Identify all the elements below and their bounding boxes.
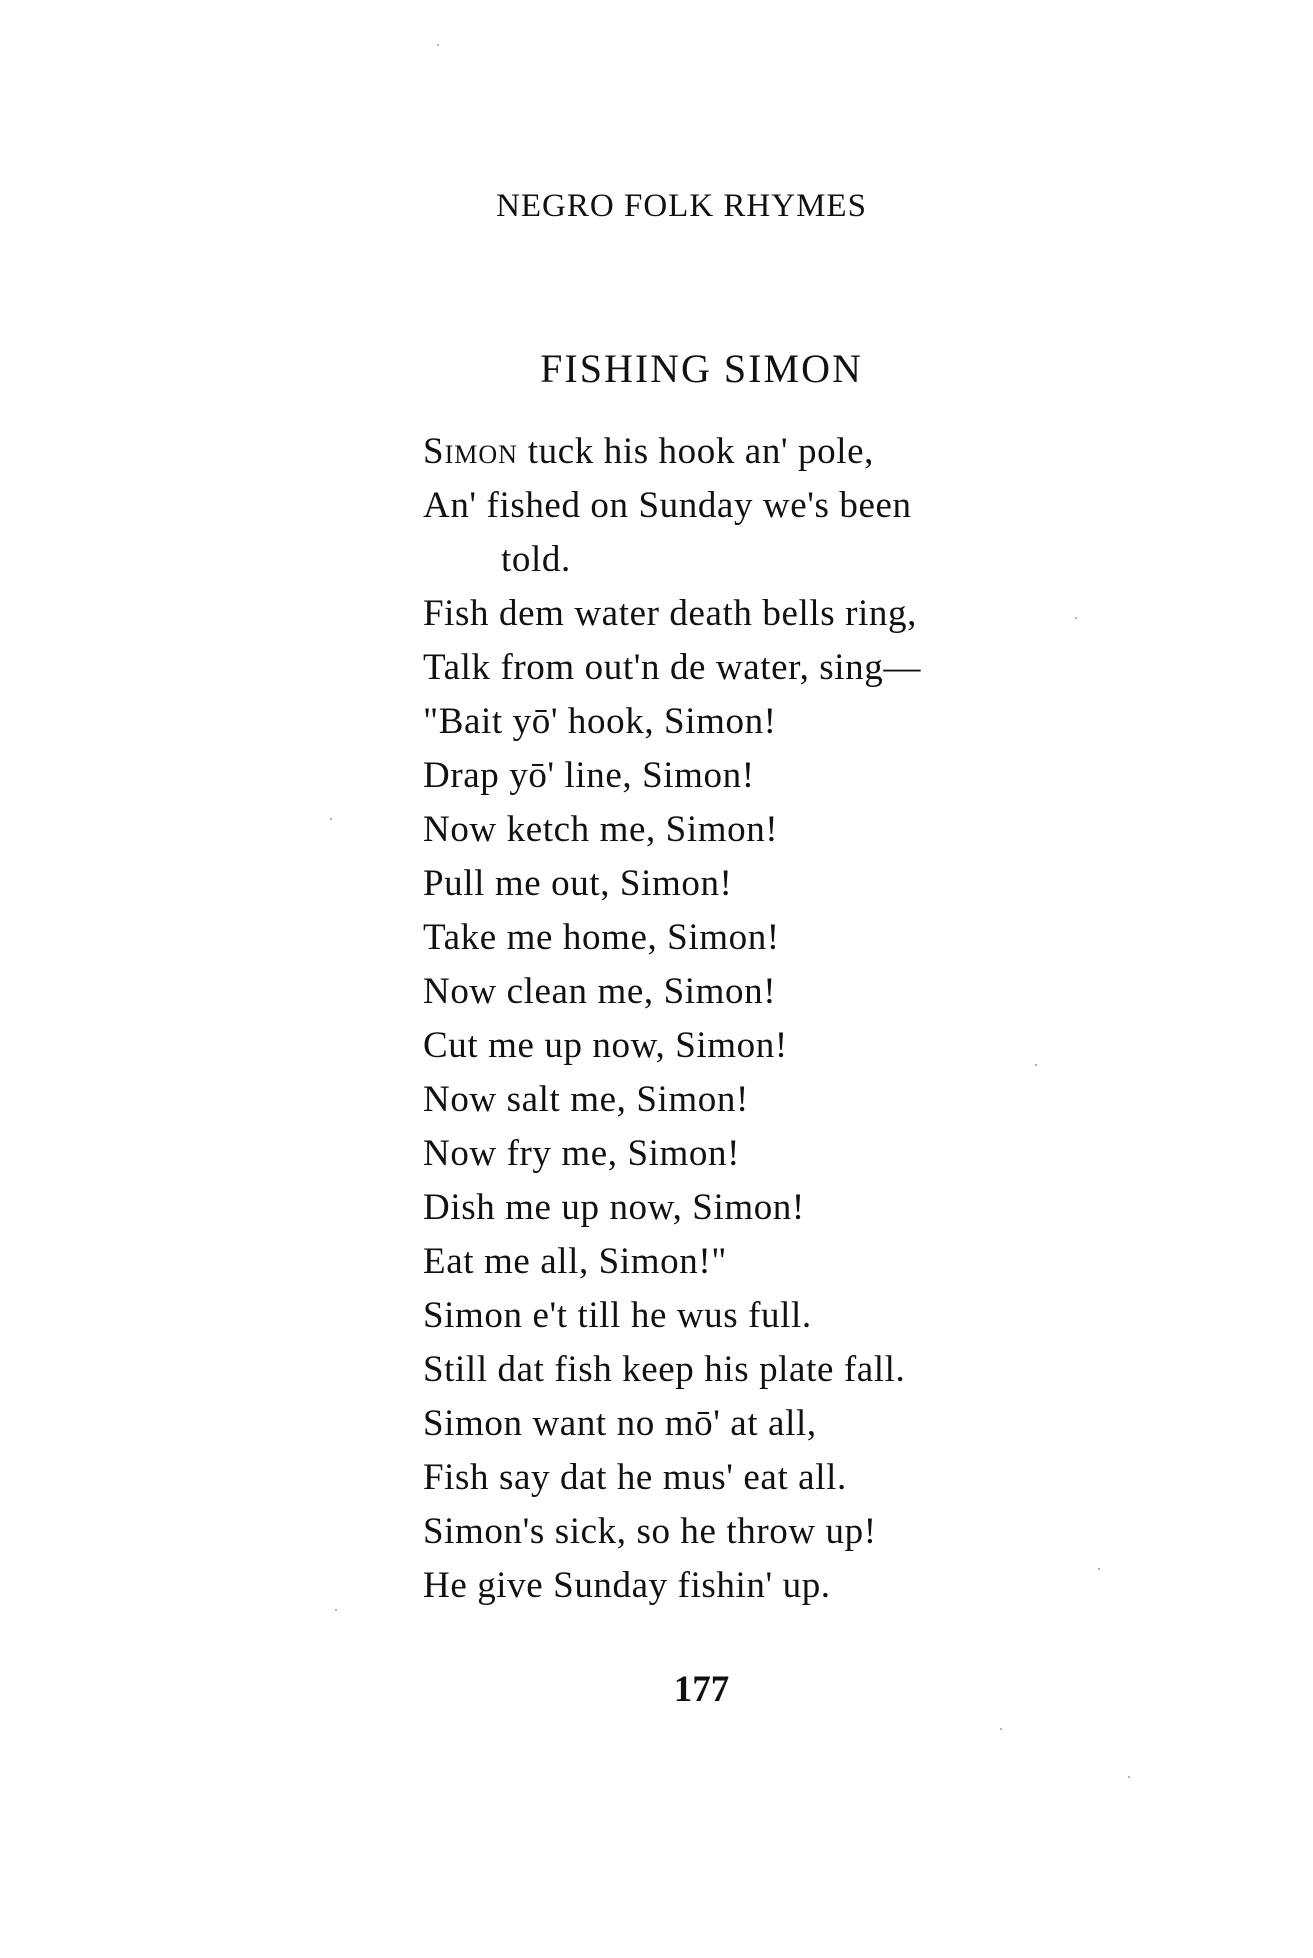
poem-line: Now ketch me, Simon! (423, 809, 779, 850)
poem-line: Fish dem water death bells ring, (423, 593, 917, 634)
scan-speck (1075, 617, 1077, 619)
scan-speck (330, 818, 332, 820)
poem-line-continuation: told. (501, 539, 571, 580)
poem-line: Take me home, Simon! (423, 917, 780, 958)
poem-line: Dish me up now, Simon! (423, 1187, 805, 1228)
poem-first-line-rest: tuck his hook an' pole, (517, 431, 874, 472)
poem-line: Drap yō' line, Simon! (423, 755, 755, 796)
poem-line: Simon's sick, so he throw up! (423, 1511, 877, 1552)
scan-speck (1000, 1728, 1002, 1730)
running-head: NEGRO FOLK RHYMES (496, 188, 867, 224)
poem-line (423, 425, 1063, 479)
poem-line: Now fry me, Simon! (423, 1133, 741, 1174)
poem-line: Eat me all, Simon!" (423, 1241, 727, 1282)
scan-speck (1035, 1064, 1037, 1066)
poem-line: Still dat fish keep his plate fall. (423, 1349, 906, 1390)
poem-line: An' fished on Sunday we's been (423, 485, 912, 526)
poem-line: Simon want no mō' at all, (423, 1403, 817, 1444)
poem-line: Simon e't till he wus full. (423, 1295, 812, 1336)
poem-line: "Bait yō' hook, Simon! (423, 701, 777, 742)
scan-speck (335, 1609, 337, 1611)
scan-speck (1098, 1568, 1100, 1570)
poem-line: Talk from out'n de water, sing— (423, 647, 921, 688)
poem-line: Pull me out, Simon! (423, 863, 733, 904)
poem-line: He give Sunday fishin' up. (423, 1565, 831, 1606)
poem-line: Fish say dat he mus' eat all. (423, 1457, 847, 1498)
scan-speck (437, 44, 439, 46)
poem-body (423, 425, 1063, 1613)
poem-line: Cut me up now, Simon! (423, 1025, 788, 1066)
poem-line: Now salt me, Simon! (423, 1079, 749, 1120)
scan-speck (1128, 1776, 1130, 1778)
poem-line: Now clean me, Simon! (423, 971, 777, 1012)
poem-first-word: Simon (423, 431, 518, 472)
page-number: 177 (673, 1669, 730, 1710)
poem-title: FISHING SIMON (540, 346, 863, 391)
